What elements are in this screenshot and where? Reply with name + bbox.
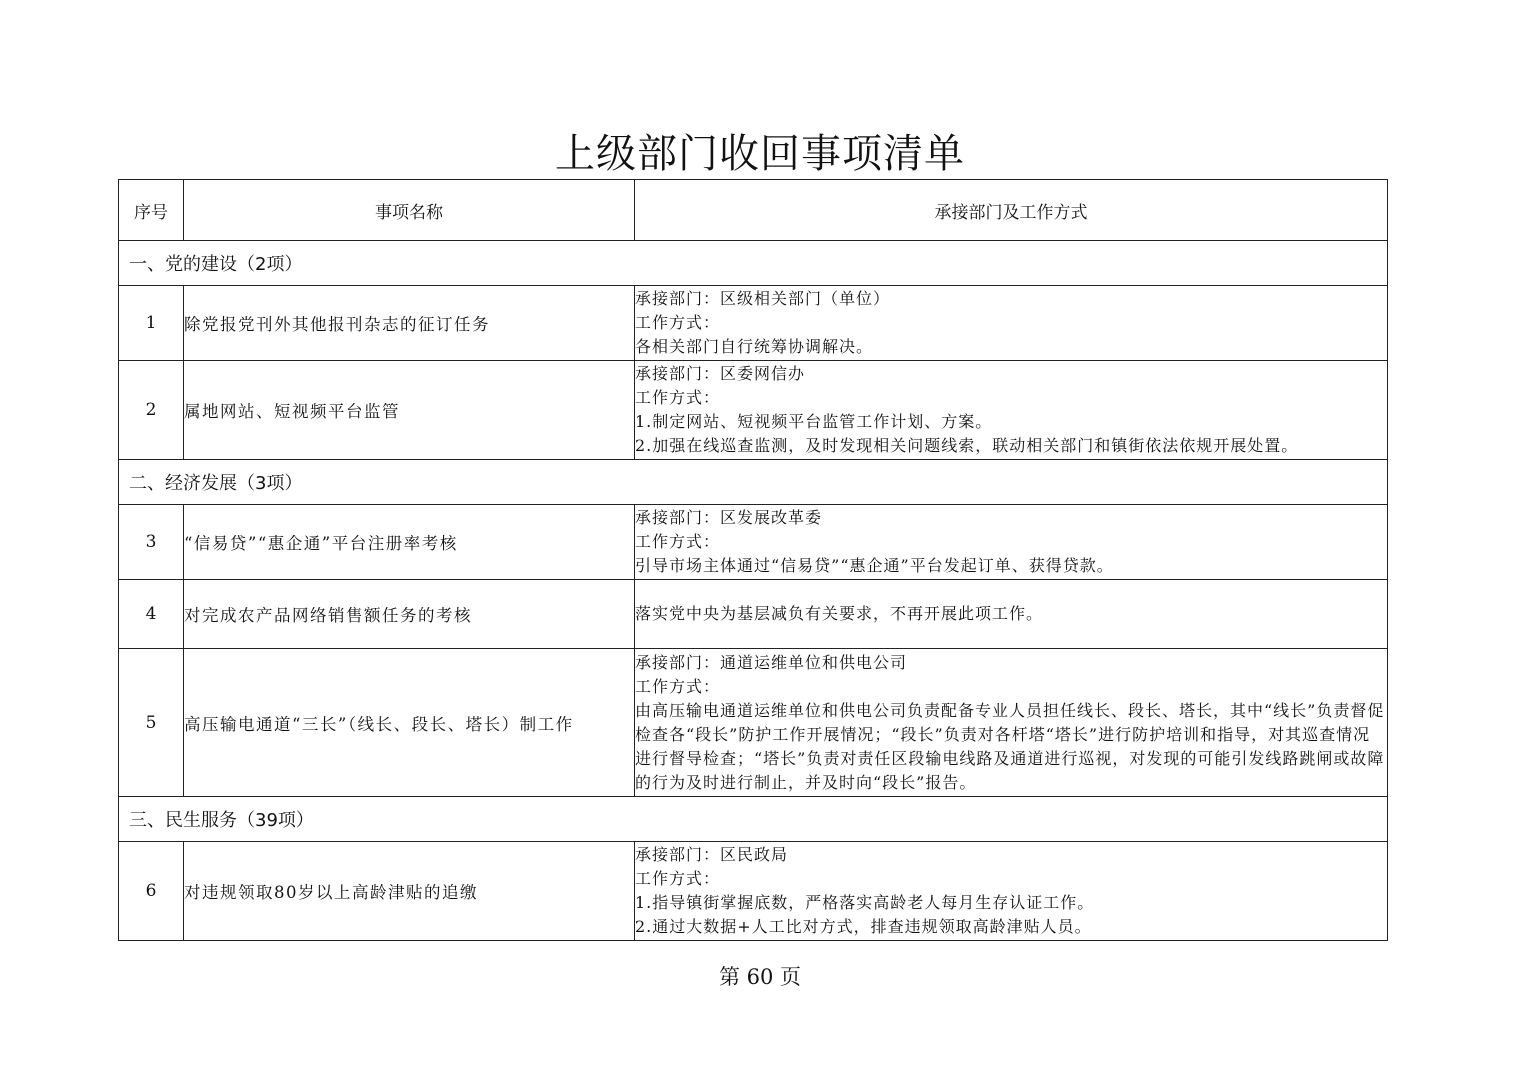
dept-line: 承接部门：通道运维单位和供电公司 [635,652,908,672]
item-dept [635,286,1388,361]
document-title: 上级部门收回事项清单 [555,131,965,177]
table-row [119,649,1388,797]
section-row [119,460,1388,505]
dept-line: 工作方式： [635,313,721,332]
section-heading: 一、党的建设（2项） [119,241,1388,286]
header-dept: 承接部门及工作方式 [635,180,1388,241]
dept-line: 工作方式： [635,869,721,888]
table-row [119,361,1388,460]
dept-line: 2.加强在线巡查监测，及时发现相关问题线索，联动相关部门和镇街依法依规开展处置。 [635,436,1299,455]
dept-line: 1.制定网站、短视频平台监管工作计划、方案。 [635,412,993,431]
section-row [119,241,1388,286]
item-no: 3 [119,505,184,580]
header-no: 序号 [119,180,184,241]
item-dept [635,580,1388,649]
table-row [119,505,1388,580]
dept-line: 2.通过大数据+人工比对方式，排查违规领取高龄津贴人员。 [635,917,1092,936]
item-name: 对违规领取80岁以上高龄津贴的追缴 [184,842,635,941]
item-no: 5 [119,649,184,797]
item-name: 除党报党刊外其他报刊杂志的征订任务 [184,286,635,361]
dept-line: 承接部门：区民政局 [635,845,789,864]
item-dept [635,649,1388,797]
dept-line: 工作方式： [635,532,721,551]
item-dept [635,842,1388,941]
section-heading: 三、民生服务（39项） [119,797,1388,842]
dept-line: 承接部门：区级相关部门（单位） [635,289,891,308]
header-name: 事项名称 [184,180,635,241]
dept-line: 引导市场主体通过“信易贷”“惠企通”平台发起订单、获得贷款。 [635,556,1114,575]
table-row [119,842,1388,941]
dept-line: 由高压输电通道运维单位和供电公司负责配备专业人员担任线长、段长、塔长，其中“线长”负责督促检查各“段长”防护工作开展情况；“段长”负责对各杆塔“塔长”进行防护培训和指导，对其巡查情况进行督导检查；“塔长”负责对责任区段输电线路及通道进行巡视，对发现的可能引发线路跳闸或故障的行为及时进行制止，并及时向“段长”报告。 [635,700,1385,792]
dept-line: 落实党中央为基层减负有关要求，不再开展此项工作。 [635,604,1044,623]
dept-line: 各相关部门自行统筹协调解决。 [635,337,874,356]
dept-line: 工作方式： [635,388,721,407]
item-no: 1 [119,286,184,361]
item-name: 高压输电通道“三长”（线长、段长、塔长）制工作 [184,649,635,797]
section-row [119,797,1388,842]
dept-line: 承接部门：区发展改革委 [635,508,823,527]
item-name: “信易贷”“惠企通”平台注册率考核 [184,505,635,580]
item-dept [635,505,1388,580]
item-name: 对完成农产品网络销售额任务的考核 [184,580,635,649]
page-number: 第 60 页 [718,965,802,989]
item-dept [635,361,1388,460]
items-table [118,179,1388,941]
dept-line: 1.指导镇街掌握底数，严格落实高龄老人每月生存认证工作。 [635,893,1095,912]
dept-line: 承接部门：区委网信办 [635,364,806,383]
item-no: 2 [119,361,184,460]
table-row [119,580,1388,649]
section-heading: 二、经济发展（3项） [119,460,1388,505]
table-header-row [119,180,1388,241]
table-row [119,286,1388,361]
dept-line: 工作方式： [635,676,721,696]
item-no: 4 [119,580,184,649]
item-no: 6 [119,842,184,941]
item-name: 属地网站、短视频平台监管 [184,361,635,460]
